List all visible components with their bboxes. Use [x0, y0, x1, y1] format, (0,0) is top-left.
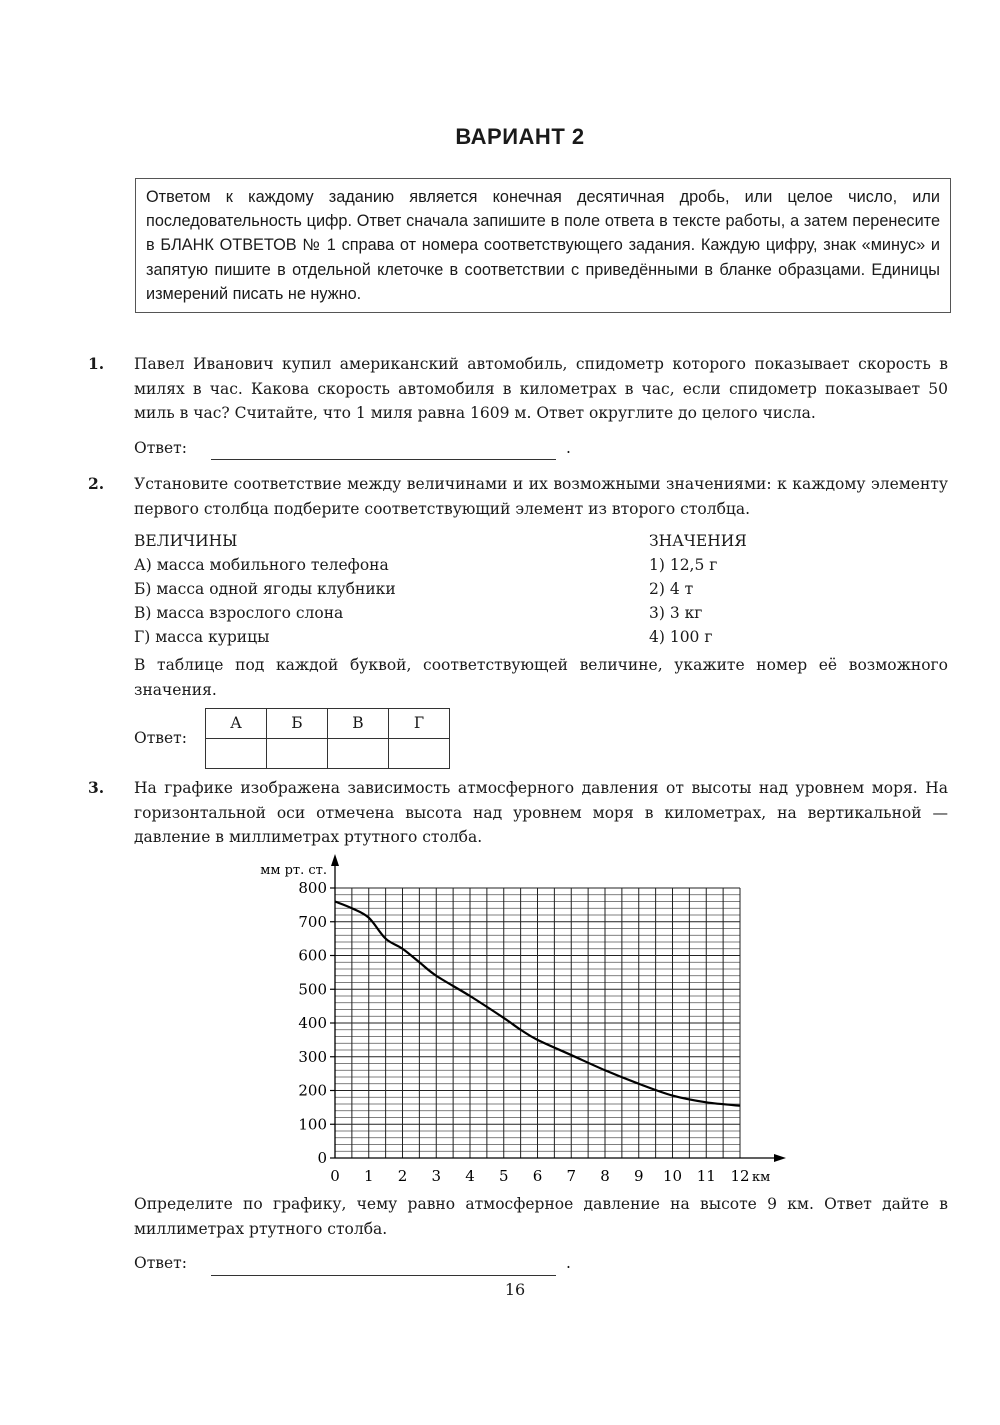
- tick-labels: [260, 863, 770, 1185]
- table-instruction: В таблице под каждой буквой, соответствующей величине, укажите номер её возможного значения.: [134, 656, 948, 699]
- task-question: Определите по графику, чему равно атмосферное давление на высоте 9 км. Ответ дайте в миллиметрах ртутного столба.: [134, 1195, 948, 1238]
- instructions-box: Ответом к каждому заданию является конечная десятичная дробь, или целое число, или последовательность цифр. Ответ сначала запишите в поле ответа в тексте работы, а затем перенесите в БЛАНК ОТВЕТОВ № 1 справа от номера соответствующего задания. Каждую цифру, знак «минус» и запятую пишите в отдельной клеточке в соответствии с приведёнными в бланке образцами. Единицы измерений писать не нужно.: [135, 178, 951, 313]
- answer-table-row: [134, 708, 948, 769]
- axes: [331, 854, 786, 1162]
- quantity-item: А) масса мобильного телефона: [134, 556, 389, 574]
- x-tick-label: 3: [431, 1167, 442, 1185]
- x-tick-label: 2: [397, 1167, 408, 1185]
- task-3: [88, 776, 948, 850]
- value-item: 1) 12,5 г: [649, 556, 718, 574]
- x-tick-label: 10: [662, 1167, 683, 1185]
- column-header: ВЕЛИЧИНЫ: [134, 532, 238, 550]
- y-tick-label: 200: [298, 1081, 327, 1100]
- x-tick-label: 8: [600, 1167, 610, 1185]
- matching-columns: [134, 529, 948, 649]
- values-column: [649, 529, 747, 649]
- x-tick-label: 9: [633, 1167, 644, 1185]
- y-tick-label: 800: [298, 879, 327, 897]
- table-header-cell: Б: [266, 709, 327, 739]
- answer-cell[interactable]: [388, 739, 449, 769]
- quantities-column: [134, 529, 649, 649]
- table-header-cell: В: [327, 709, 388, 739]
- answer-row: [134, 436, 948, 461]
- answer-period: .: [565, 438, 571, 457]
- y-tick-label: 100: [298, 1115, 327, 1134]
- answer-field[interactable]: [211, 1257, 556, 1276]
- x-tick-label: 1: [363, 1167, 374, 1185]
- value-item: 4) 100 г: [649, 628, 713, 646]
- answer-period: .: [565, 1254, 571, 1272]
- x-tick-label: 11: [696, 1167, 716, 1185]
- x-tick-label: 6: [532, 1167, 543, 1185]
- table-header-cell: А: [205, 709, 266, 739]
- y-tick-label: 400: [298, 1014, 327, 1032]
- answer-row: [134, 1251, 948, 1276]
- y-axis-arrow-icon: [331, 854, 339, 866]
- pressure-chart: [230, 850, 790, 1190]
- value-item: 3) 3 кг: [649, 604, 703, 622]
- y-tick-label: 0: [317, 1149, 327, 1167]
- x-axis-arrow-icon: [774, 1154, 786, 1162]
- column-header: ЗНАЧЕНИЯ: [649, 532, 747, 550]
- answer-label: Ответ:: [134, 438, 187, 457]
- y-tick-label: 500: [298, 980, 327, 999]
- x-tick-label: 12: [730, 1167, 750, 1185]
- answer-field[interactable]: [211, 441, 556, 460]
- table-header-cell: Г: [388, 709, 449, 739]
- y-axis-label: мм рт. ст.: [260, 863, 327, 878]
- task-number: 1.: [88, 354, 105, 373]
- y-tick-label: 600: [298, 946, 327, 965]
- quantity-item: В) масса взрослого слона: [134, 604, 344, 622]
- page-title: ВАРИАНТ 2: [455, 124, 585, 149]
- x-tick-label: 5: [498, 1167, 509, 1185]
- y-tick-label: 300: [298, 1047, 327, 1066]
- task-text: Павел Иванович купил американский автомобиль, спидометр которого показывает скорость в милях в час. Какова скорость автомобиля в километрах в час, если спидометр показывает 50 миль в час? Считайте, что 1 миля равна 1609 м. Ответ округлите до целого числа.: [134, 355, 948, 422]
- answer-cell[interactable]: [205, 739, 266, 769]
- task-3-question: [88, 1192, 948, 1276]
- x-axis-label: км: [752, 1170, 771, 1185]
- answer-label: Ответ:: [134, 1254, 187, 1272]
- page-number: 16: [504, 1280, 526, 1299]
- value-item: 2) 4 т: [649, 580, 694, 598]
- task-number: 3.: [88, 778, 105, 797]
- task-2: [88, 472, 948, 769]
- task-text: Установите соответствие между величинами и их возможными значениями: к каждому элементу первого столбца подберите соответствующий элемент из второго столбца.: [134, 475, 948, 518]
- answer-cell[interactable]: [266, 739, 327, 769]
- x-tick-label: 7: [566, 1167, 577, 1185]
- answer-table: [205, 708, 450, 769]
- x-tick-label: 4: [465, 1167, 475, 1185]
- answer-cell[interactable]: [327, 739, 388, 769]
- task-text: На графике изображена зависимость атмосферного давления от высоты над уровнем моря. На горизонтальной оси отмечена высота над уровнем моря в километрах, на вертикальной — давление в миллиметрах ртутного столба.: [134, 779, 948, 846]
- task-1: [88, 352, 948, 460]
- task-number: 2.: [88, 474, 105, 493]
- y-tick-label: 700: [298, 912, 327, 931]
- answer-label: Ответ:: [134, 729, 187, 748]
- quantity-item: Б) масса одной ягоды клубники: [134, 580, 396, 598]
- quantity-item: Г) масса курицы: [134, 628, 270, 646]
- x-tick-label: 0: [330, 1167, 340, 1185]
- chart-svg: [230, 850, 790, 1190]
